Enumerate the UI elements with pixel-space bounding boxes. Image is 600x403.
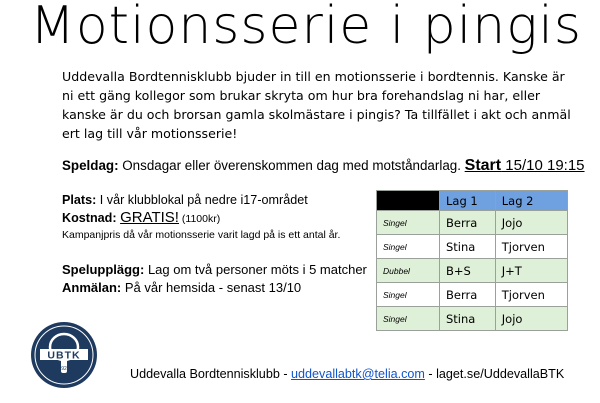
lag2-player: Jojo bbox=[495, 307, 567, 331]
table-header-lag2: Lag 2 bbox=[495, 191, 567, 211]
lag1-player: Berra bbox=[440, 283, 496, 307]
kostnad-value: GRATIS! bbox=[120, 209, 179, 226]
info-block bbox=[62, 192, 382, 242]
table-header-lag1: Lag 1 bbox=[440, 191, 496, 211]
speldag-text: Onsdagar eller överenskommen dag med motståndarlag. bbox=[118, 158, 465, 173]
table-row bbox=[377, 307, 568, 331]
match-type: Singel bbox=[377, 307, 440, 331]
kostnad-label: Kostnad: bbox=[62, 211, 117, 225]
lag1-player: Stina bbox=[440, 235, 496, 259]
speluppl-line bbox=[62, 261, 382, 279]
lag1-player: Stina bbox=[440, 307, 496, 331]
start-label: Start bbox=[464, 157, 502, 174]
kostnad-regular: (1100kr) bbox=[178, 213, 221, 225]
logo-year: 1924 bbox=[58, 366, 70, 372]
intro-paragraph: Uddevalla Bordtennisklubb bjuder in till en motionsserie i bordtennis. Kanske är ni ett gäng kollegor som brukar skryta om hur bra forehandslag ni har, eller kanske är du och brorsan gamla skolmästare i pingis? Ta tillfället i akt och anmäl ert lag till vår motionsserie! bbox=[62, 69, 571, 141]
table-row bbox=[377, 211, 568, 235]
lag2-player: Tjorven bbox=[495, 235, 567, 259]
table-row bbox=[377, 235, 568, 259]
match-type: Singel bbox=[377, 235, 440, 259]
footer-email-link[interactable]: uddevallabtk@telia.com bbox=[291, 367, 425, 381]
anmalan-line bbox=[62, 279, 382, 297]
footer-web: laget.se/UddevallaBTK bbox=[436, 367, 565, 381]
match-type: Dubbel bbox=[377, 259, 440, 283]
match-type: Singel bbox=[377, 283, 440, 307]
lag1-player: Berra bbox=[440, 211, 496, 235]
footer-separator: - bbox=[424, 367, 437, 381]
table-row bbox=[377, 259, 568, 283]
anmalan-text: På vår hemsida - senast 13/10 bbox=[121, 280, 302, 295]
footer-club: Uddevalla Bordtennisklubb - bbox=[130, 367, 292, 381]
speldag-line bbox=[62, 156, 592, 176]
kostnad-note: Kampanjpris då vår motionsserie varit lagd på is ett antal år. bbox=[62, 229, 341, 241]
lag1-player: B+S bbox=[440, 259, 496, 283]
plats-label: Plats: bbox=[62, 193, 97, 207]
start-date: 15/10 19:15 bbox=[501, 157, 585, 174]
lag2-player: Tjorven bbox=[495, 283, 567, 307]
speldag-label: Speldag: bbox=[62, 158, 119, 173]
lag2-player: J+T bbox=[495, 259, 567, 283]
kostnad-line bbox=[62, 209, 382, 228]
lag2-player: Jojo bbox=[495, 211, 567, 235]
logo-text: UBTK bbox=[47, 349, 81, 362]
speluppl-text: Lag om två personer möts i 5 matcher bbox=[144, 262, 367, 277]
table-header-row bbox=[377, 191, 568, 211]
plats-line bbox=[62, 192, 382, 209]
speluppl-label: Spelupplägg: bbox=[62, 262, 145, 277]
match-type: Singel bbox=[377, 211, 440, 235]
footer bbox=[130, 366, 564, 382]
plats-text: I vår klubblokal på nedre i17-området bbox=[96, 193, 308, 207]
page-title: Motionsserie i pingis bbox=[30, 0, 582, 56]
anmalan-label: Anmälan: bbox=[62, 280, 122, 295]
match-table bbox=[376, 190, 568, 331]
table-header-corner bbox=[377, 191, 440, 211]
format-block bbox=[62, 261, 382, 297]
club-logo-icon bbox=[30, 321, 98, 389]
table-row bbox=[377, 283, 568, 307]
